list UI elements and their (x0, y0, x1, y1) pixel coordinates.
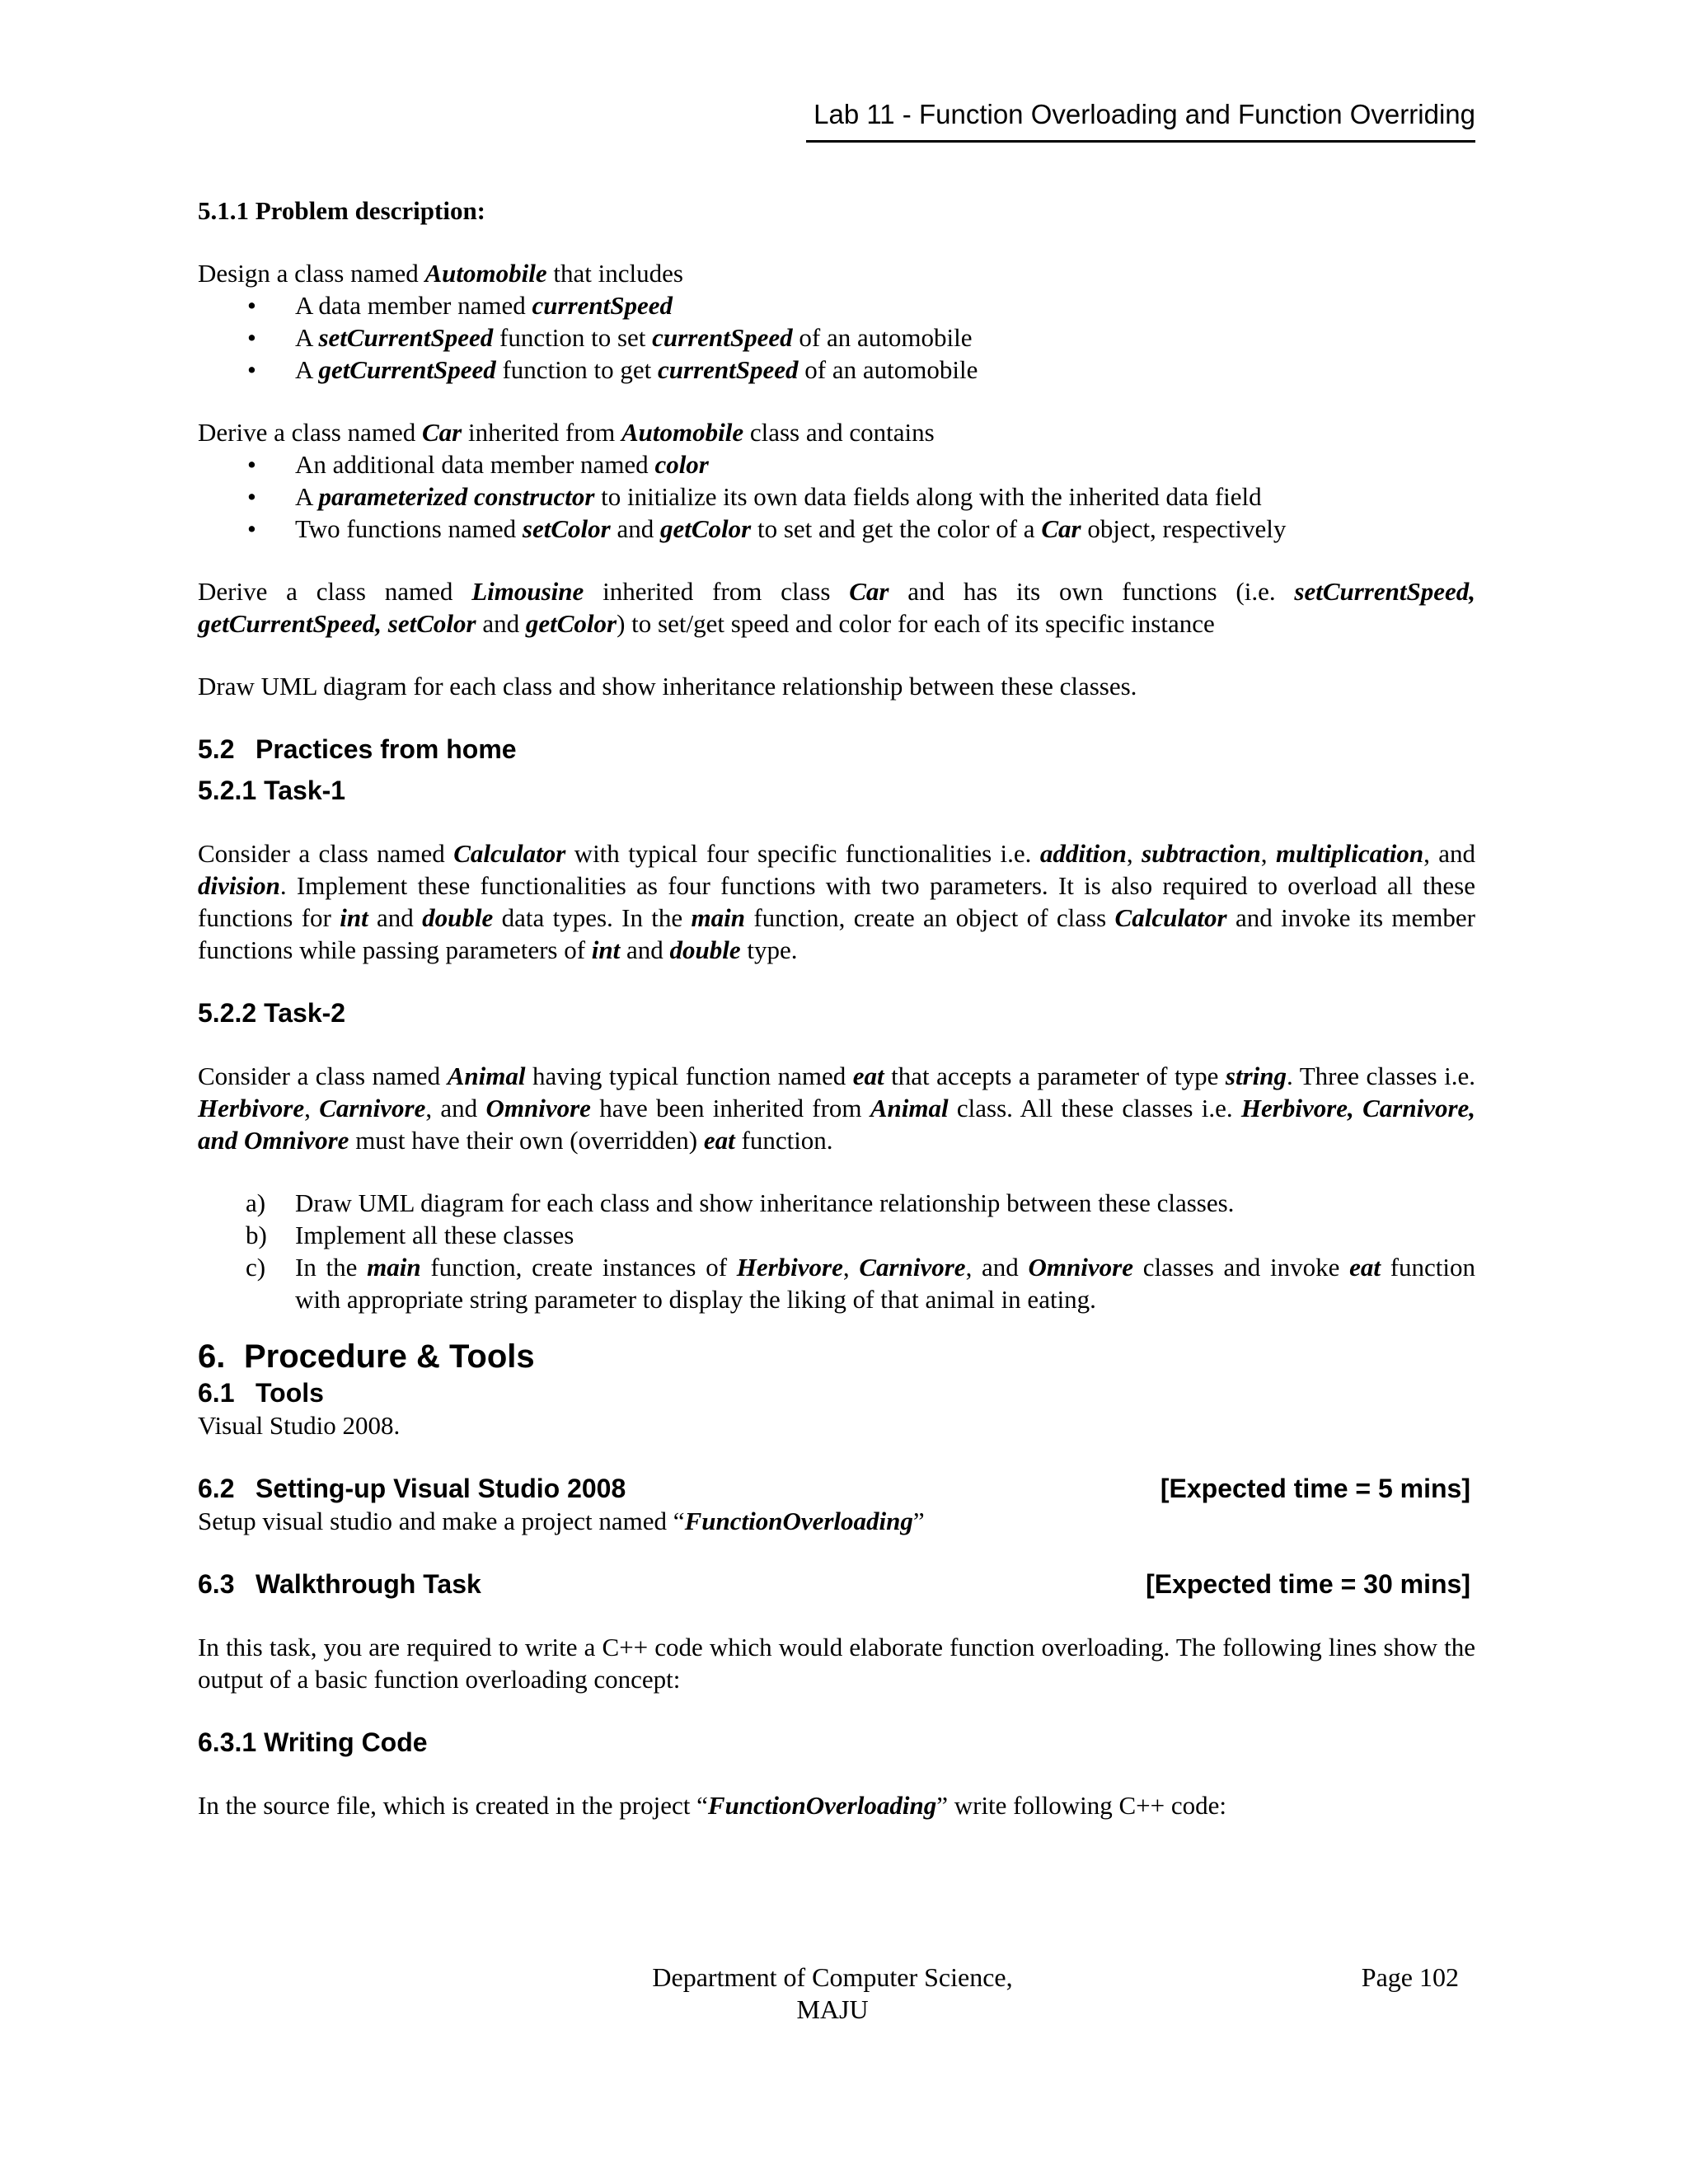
list-item: • Two functions named setColor and getColor to set and get the color of a Car object, respectively (247, 514, 1287, 543)
paragraph-car: Derive a class named Car inherited from Automobile class and contains (198, 418, 935, 447)
heading-5-2-2: 5.2.2 Task-2 (198, 998, 346, 1028)
heading-5-2: 5.2 Practices from home (198, 734, 517, 764)
heading-5-1-1: 5.1.1 Problem description: (198, 196, 486, 225)
task-2-steps-list (198, 1187, 1475, 1315)
list-item: • A parameterized constructor to initialize its own data fields along with the inherited data field (247, 482, 1262, 511)
expected-time-6-3: [Expected time = 30 mins] (1146, 1569, 1470, 1599)
car-members-list (198, 448, 1475, 545)
automobile-members-list (198, 289, 1475, 386)
page-number: Page 102 (1361, 1962, 1459, 1992)
paragraph-writing-code: In the source file, which is created in the project “FunctionOverloading” write following C++ code: (198, 1791, 1226, 1820)
paragraph-tools: Visual Studio 2008. (198, 1411, 401, 1440)
running-header: Lab 11 - Function Overloading and Function Overriding (806, 99, 1475, 143)
paragraph-walkthrough: In this task, you are required to write a C++ code which would elaborate function overloading. The following lines show the output of a basic function overloading concept: (198, 1633, 1475, 1694)
paragraph-task-2: Consider a class named Animal having typical function named eat that accepts a parameter of type string. Three classes i.e. Herbivore, Carnivore, and Omnivore have been inherited from Animal class. All these classes i.e. Herbivore, Carnivore, and Omnivore must have their own (overridden) eat function. (198, 1062, 1476, 1155)
list-item: • An additional data member named color (247, 450, 709, 479)
list-item: • A getCurrentSpeed function to get currentSpeed of an automobile (247, 355, 978, 384)
paragraph-task-1: Consider a class named Calculator with typical four specific functionalities i.e. addition, subtraction, multiplication, and division. Implement these functionalities as four functions with two parameters. It is also required to overload all these functions for int and double data types. In the main function, create an object of class Calculator and invoke its member functions while passing parameters of int and double type. (198, 839, 1476, 964)
heading-6: 6. Procedure & Tools (198, 1338, 535, 1375)
paragraph-limousine: Derive a class named Limousine inherited from class Car and has its own functions (i.e. setCurrentSpeed, getCurrentSpeed, setColor and getColor) to set/get speed and color for each of its specific instance (198, 577, 1475, 638)
list-item: c) In the main function, create instances of Herbivore, Carnivore, and Omnivore classes and invoke eat function with appropriate string parameter to display the liking of that animal in eating. (246, 1253, 1476, 1314)
heading-6-3-1: 6.3.1 Writing Code (198, 1727, 428, 1757)
heading-6-3: 6.3 Walkthrough Task [Expected time = 30 mins] (198, 1568, 1475, 1601)
paragraph-automobile: Design a class named Automobile that includes (198, 259, 683, 288)
paragraph-setup: Setup visual studio and make a project named “FunctionOverloading” (198, 1507, 925, 1535)
heading-6-1: 6.1 Tools (198, 1378, 324, 1408)
paragraph-uml: Draw UML diagram for each class and show inheritance relationship between these classes. (198, 672, 1137, 701)
list-item: a) Draw UML diagram for each class and show inheritance relationship between these classes. (246, 1188, 1235, 1217)
list-item: • A data member named currentSpeed (247, 291, 673, 320)
footer-department: Department of Computer Science, MAJU (652, 1962, 1013, 2024)
heading-6-2: 6.2 Setting-up Visual Studio 2008 [Expected time = 5 mins] (198, 1472, 1475, 1505)
list-item: • A setCurrentSpeed function to set currentSpeed of an automobile (247, 323, 973, 352)
page-content (198, 194, 1475, 1821)
expected-time-6-2: [Expected time = 5 mins] (1160, 1474, 1470, 1503)
heading-5-2-1: 5.2.1 Task-1 (198, 776, 346, 805)
list-item: b) Implement all these classes (246, 1221, 574, 1249)
